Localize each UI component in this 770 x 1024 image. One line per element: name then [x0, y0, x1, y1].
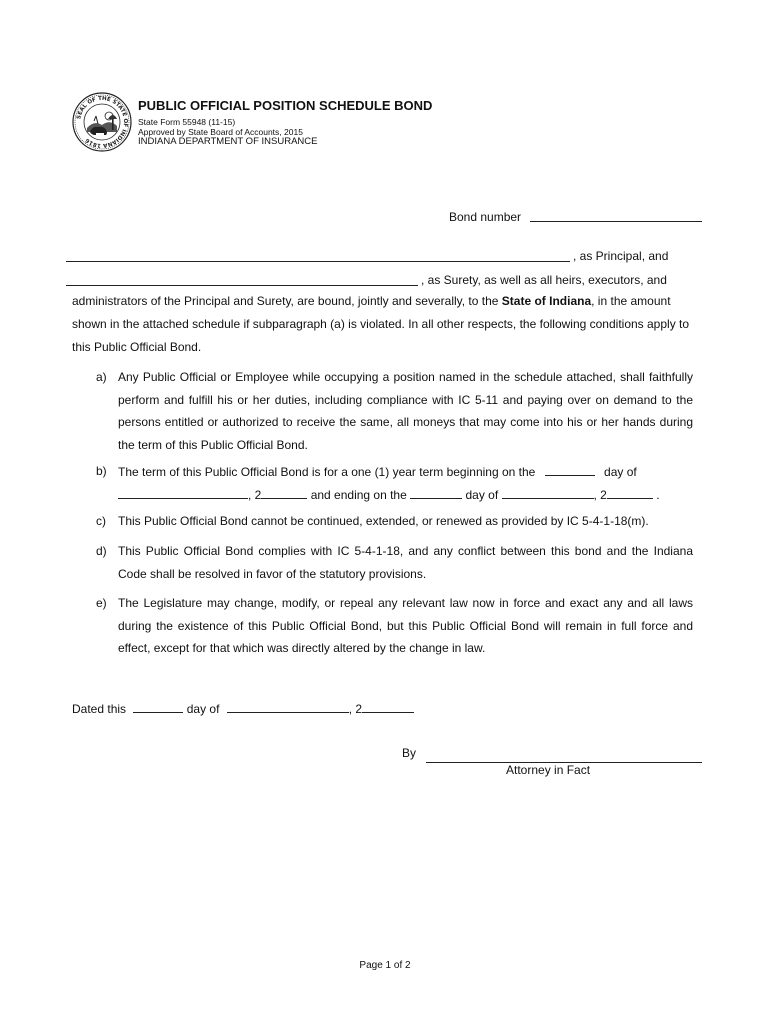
term-begin-day-field[interactable] — [545, 463, 595, 476]
state-form-number: State Form 55948 (11-15) — [138, 117, 236, 127]
form-title: PUBLIC OFFICIAL POSITION SCHEDULE BOND — [138, 98, 433, 113]
surety-suffix: , as Surety, as well as all heirs, executors, and — [421, 273, 667, 287]
term-end-day-field[interactable] — [410, 486, 462, 499]
term-begin-year-field[interactable] — [261, 486, 307, 499]
condition-b-line2: , 2 and ending on the day of , 2 . — [118, 486, 660, 504]
approval-note: Approved by State Board of Accounts, 2015 — [138, 127, 303, 137]
condition-a — [96, 366, 693, 456]
term-begin-month-field[interactable] — [118, 486, 248, 499]
condition-marker: e) — [96, 596, 107, 610]
attorney-in-fact-label: Attorney in Fact — [506, 763, 591, 777]
term-end-year-field[interactable] — [607, 486, 653, 499]
term-end-month-field[interactable] — [502, 486, 594, 499]
indiana-state-seal — [72, 92, 132, 152]
condition-text: The Legislature may change, modify, or repeal any relevant law now in force and exact any and all laws during the existence of this Public Official Bond, but this Public Official Bond will remain in full force and effect, except for that which was directly altered by the change in law. — [118, 596, 693, 656]
intro-paragraph: administrators of the Principal and Surety, are bound, jointly and severally, to the State of Indiana, in the amount shown in the attached schedule if subparagraph (a) is violated. In all other respects, the following conditions apply to this Public Official Bond. — [72, 294, 690, 354]
dated-line: Dated this day of , 2 — [72, 700, 414, 718]
seal-text: SEAL OF THE STATE OF INDIANA 1816 — [76, 95, 129, 149]
page-number: Page 1 of 2 — [359, 960, 411, 971]
bond-number-label: Bond number — [449, 210, 522, 224]
condition-text: Any Public Official or Employee while occupying a position named in the schedule attached, shall faithfully perform and fulfill his or her duties, including compliance with IC 5-11 and paying over on demand to the persons entitled or authorized to receive the same, all moneys that may come into his or her hands during the term of this Public Official Bond. — [118, 370, 693, 452]
state-of-indiana: State of Indiana — [501, 294, 592, 308]
condition-b-line1: b) The term of this Public Official Bond is for a one (1) year term beginning on the day of — [96, 464, 637, 479]
condition-c — [96, 510, 693, 533]
condition-text: This Public Official Bond complies with IC 5-4-1-18, and any conflict between this bond and the Indiana Code shall be resolved in favor of the statutory provisions. — [118, 544, 693, 581]
condition-d — [96, 540, 693, 585]
condition-marker: c) — [96, 514, 106, 528]
dated-day-field[interactable] — [133, 700, 183, 713]
surety-name-field[interactable] — [66, 285, 418, 286]
dated-month-field[interactable] — [227, 700, 349, 713]
condition-marker: d) — [96, 544, 107, 558]
bond-number-field[interactable] — [530, 221, 702, 222]
principal-name-field[interactable] — [66, 261, 570, 262]
condition-e — [96, 592, 693, 660]
principal-suffix: , as Principal, and — [573, 249, 669, 263]
dated-year-field[interactable] — [362, 700, 414, 713]
condition-marker: a) — [96, 370, 107, 384]
condition-text: This Public Official Bond cannot be continued, extended, or renewed as provided by IC 5-4-1-18(m). — [118, 514, 649, 528]
department-name: INDIANA DEPARTMENT OF INSURANCE — [138, 136, 318, 147]
condition-marker: b) — [96, 464, 107, 478]
by-label: By — [402, 746, 417, 760]
